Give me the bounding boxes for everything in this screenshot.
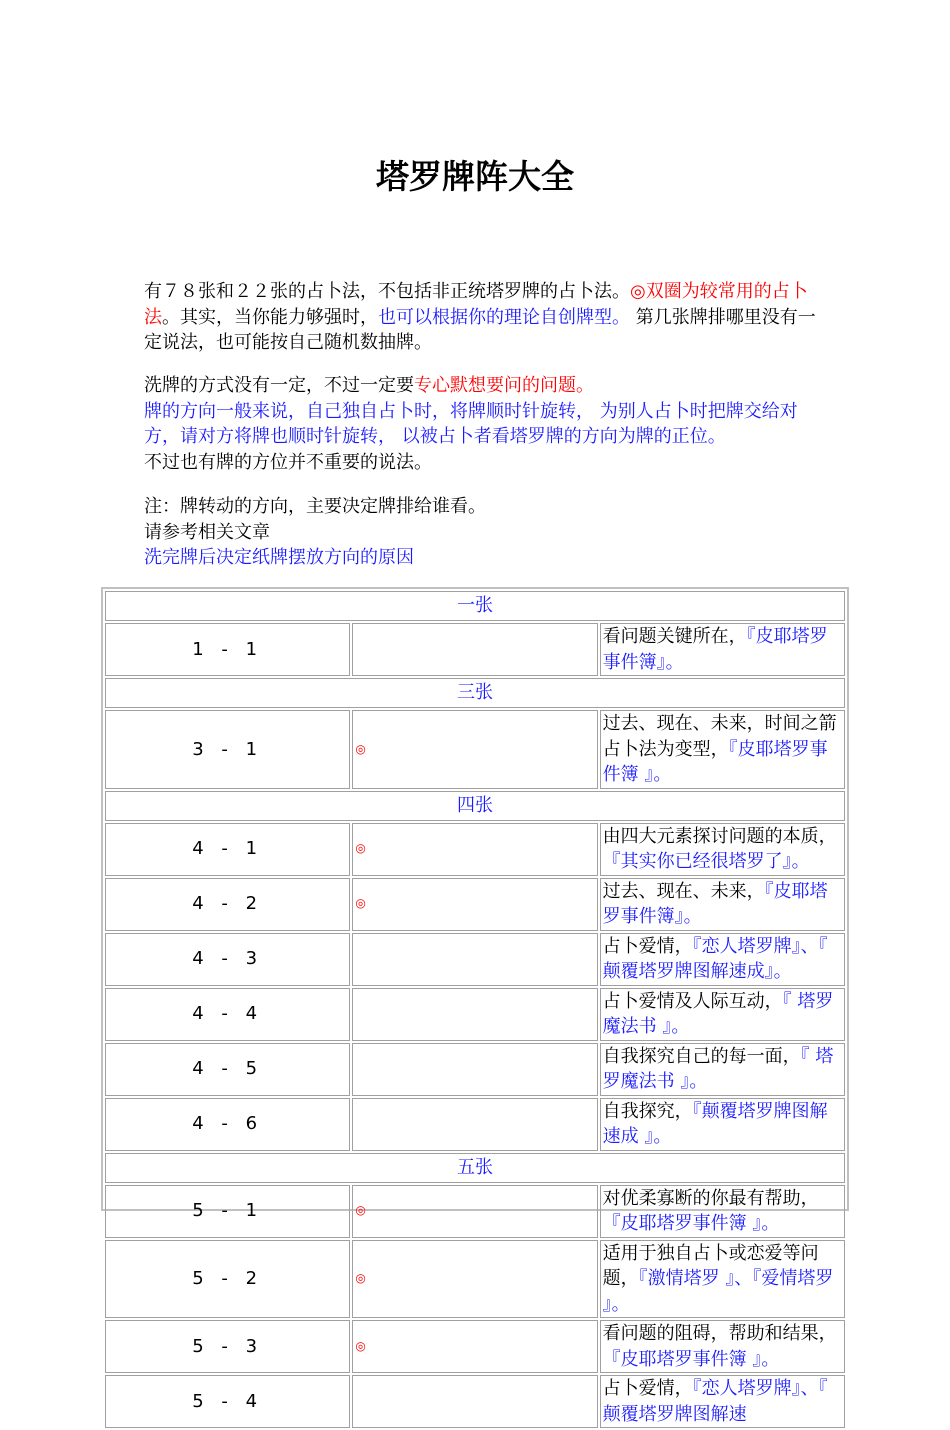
spread-table <box>101 587 849 1425</box>
double-circle-mark <box>352 1043 597 1096</box>
direction-text: 不过也有牌的方位并不重要的说法。 <box>144 451 432 473</box>
reference-text: 请参考相关文章 <box>144 521 270 543</box>
table-row <box>105 878 845 931</box>
book-reference-link[interactable]: 『皮耶塔罗事件簿 』。 <box>602 1348 780 1370</box>
double-circle-mark: ◎ <box>352 1240 597 1319</box>
page-title: 塔罗牌阵大全 <box>376 157 574 196</box>
double-circle-mark: ◎ <box>352 823 597 876</box>
related-article-link[interactable]: 洗完牌后决定纸牌摆放方向的原因 <box>144 547 414 568</box>
spread-number: 5 - 2 <box>105 1240 350 1319</box>
spread-number: 5 - 1 <box>105 1185 350 1238</box>
double-circle-mark <box>352 988 597 1041</box>
spread-number: 4 - 1 <box>105 823 350 876</box>
spread-description: 自我探究，『颠覆塔罗牌图解速成 』。 <box>600 1098 845 1151</box>
spread-number: 4 - 3 <box>105 933 350 986</box>
card-direction-note: 牌的方向一般来说，自己独自占卜时，将牌顺时针旋转， 为别人占卜时把牌交给对方，请对方将牌也顺时针旋转， 以被占卜者看塔罗牌的方向为牌的正位。 <box>144 400 798 447</box>
intro-text: 第几张牌排哪里没有一定说法，也可能按自己随机数抽牌。 <box>144 306 816 353</box>
section-heading[interactable]: 四张 <box>105 791 845 821</box>
intro-text: 有７８张和２２张的占卜法，不包括非正统塔罗牌的占卜法。 <box>144 281 630 302</box>
double-circle-mark <box>352 623 597 676</box>
intro-paragraph-2 <box>144 373 824 475</box>
book-reference-link[interactable]: 『 塔罗魔法书 』。 <box>602 990 834 1037</box>
spread-number: 4 - 5 <box>105 1043 350 1096</box>
section-heading[interactable]: 一张 <box>105 591 845 621</box>
spread-description: 看问题关键所在，『皮耶塔罗事件簿』。 <box>600 623 845 676</box>
spread-description: 看问题的阻碍，帮助和结果，『皮耶塔罗事件簿 』。 <box>600 1320 845 1373</box>
intro-paragraph-1 <box>144 279 824 356</box>
table-row <box>105 1375 845 1428</box>
section-heading[interactable]: 五张 <box>105 1153 845 1183</box>
double-circle-note: ◎双圈为较常用的占卜法 <box>144 281 808 328</box>
book-reference-link[interactable]: 『激情塔罗 』、『爱情塔罗 』。 <box>602 1268 834 1315</box>
table-row <box>105 1098 845 1151</box>
intro-paragraph-3 <box>144 494 824 571</box>
book-reference-link[interactable]: 『皮耶塔罗事件簿』。 <box>602 626 828 673</box>
spread-description: 过去、现在、未来，『皮耶塔罗事件簿』。 <box>600 878 845 931</box>
spread-number: 5 - 4 <box>105 1375 350 1428</box>
table-row <box>105 823 845 876</box>
note-text: 注：牌转动的方向，主要决定牌排给谁看。 <box>144 496 486 517</box>
spread-number: 1 - 1 <box>105 623 350 676</box>
spread-description: 适用于独自占卜或恋爱等问题，『激情塔罗 』、『爱情塔罗 』。 <box>600 1240 845 1319</box>
double-circle-mark: ◎ <box>352 710 597 789</box>
table-row <box>105 1043 845 1096</box>
book-reference-link[interactable]: 『恋人塔罗牌』、『 颠覆塔罗牌图解速 <box>602 1378 828 1425</box>
double-circle-mark <box>352 1375 597 1428</box>
intro-text: 。其实，当你能力够强时， <box>162 306 378 328</box>
table-row <box>105 933 845 986</box>
spread-description: 过去、现在、未来，时间之箭占卜法为变型，『皮耶塔罗事件簿 』。 <box>600 710 845 789</box>
book-reference-link[interactable]: 『皮耶塔罗事件簿』。 <box>602 880 828 927</box>
spread-description: 对优柔寡断的你最有帮助，『皮耶塔罗事件簿 』。 <box>600 1185 845 1238</box>
double-circle-mark: ◎ <box>352 1320 597 1373</box>
spread-description: 由四大元素探讨问题的本质，『其实你已经很塔罗了』。 <box>600 823 845 876</box>
double-circle-mark: ◎ <box>352 878 597 931</box>
focus-note: 专心默想要问的问题。 <box>414 375 594 396</box>
book-reference-link[interactable]: 『其实你已经很塔罗了』。 <box>602 851 810 872</box>
spread-description: 占卜爱情，『恋人塔罗牌』、『 颠覆塔罗牌图解速 <box>600 1375 845 1428</box>
spread-description: 占卜爱情，『恋人塔罗牌』、『 颠覆塔罗牌图解速成』。 <box>600 933 845 986</box>
table-row <box>105 1240 845 1319</box>
spread-number: 5 - 3 <box>105 1320 350 1373</box>
table-row <box>105 988 845 1041</box>
spread-number: 4 - 6 <box>105 1098 350 1151</box>
shuffle-text: 洗牌的方式没有一定，不过一定要 <box>144 375 414 396</box>
section-heading[interactable]: 三张 <box>105 678 845 708</box>
spread-number: 4 - 4 <box>105 988 350 1041</box>
double-circle-mark <box>352 1098 597 1151</box>
book-reference-link[interactable]: 『恋人塔罗牌』、『 颠覆塔罗牌图解速成』。 <box>602 935 828 982</box>
table-row <box>105 1185 845 1238</box>
double-circle-mark <box>352 933 597 986</box>
spread-number: 4 - 2 <box>105 878 350 931</box>
spread-number: 3 - 1 <box>105 710 350 789</box>
spread-description: 占卜爱情及人际互动，『 塔罗魔法书 』。 <box>600 988 845 1041</box>
book-reference-link[interactable]: 『皮耶塔罗事件簿 』。 <box>602 1213 780 1234</box>
table-row <box>105 710 845 789</box>
spread-description: 自我探究自己的每一面，『 塔罗魔法书 』。 <box>600 1043 845 1096</box>
table-row <box>105 1320 845 1373</box>
book-reference-link[interactable]: 『颠覆塔罗牌图解速成 』。 <box>602 1100 828 1147</box>
book-reference-link[interactable]: 『 塔罗魔法书 』。 <box>602 1045 834 1092</box>
table-row <box>105 623 845 676</box>
book-reference-link[interactable]: 『皮耶塔罗事件簿 』。 <box>602 738 828 785</box>
custom-spread-note: 也可以根据你的理论自创牌型。 <box>378 306 630 328</box>
double-circle-mark: ◎ <box>352 1185 597 1238</box>
